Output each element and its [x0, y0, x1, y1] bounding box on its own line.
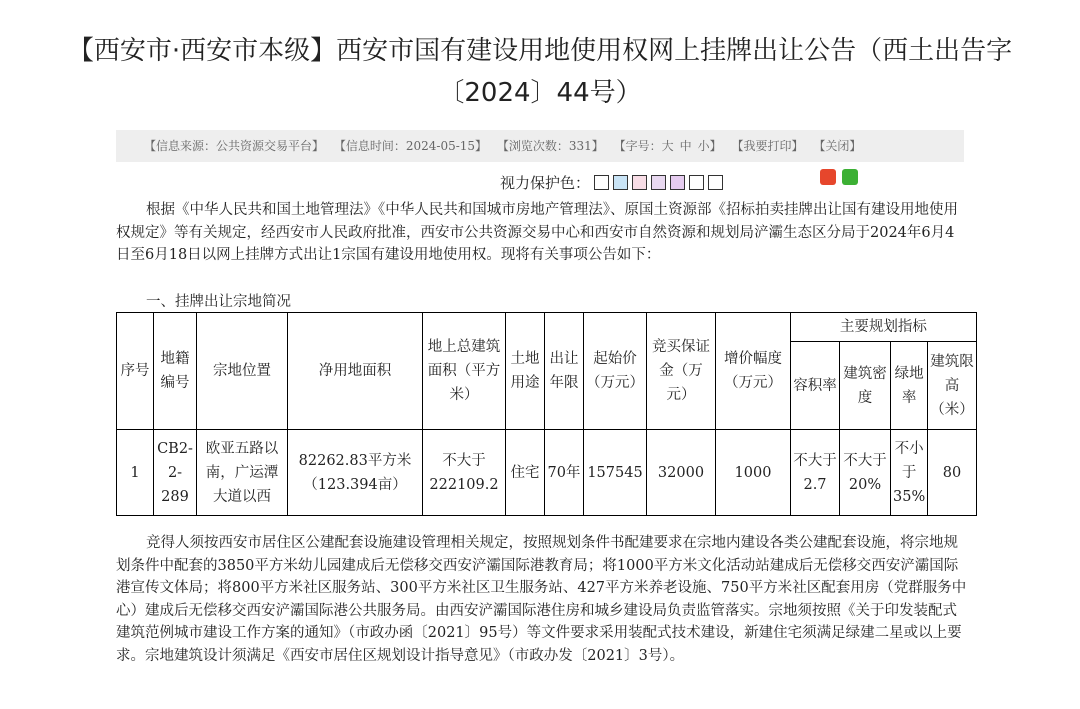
- th-height: 建筑限高（米）: [928, 342, 977, 430]
- th-no: 序号: [117, 313, 154, 430]
- cell-height: 80: [928, 430, 977, 516]
- land-table: [116, 312, 977, 516]
- font-size-label: 【字号：: [613, 139, 662, 153]
- info-bar: [116, 130, 964, 162]
- cell-green: 不小于35%: [891, 430, 928, 516]
- color-swatch-lavender[interactable]: [651, 175, 666, 190]
- th-green: 绿地率: [891, 342, 928, 430]
- info-views: 【浏览次数：331】: [496, 139, 604, 153]
- color-swatch-white-2[interactable]: [689, 175, 704, 190]
- cell-density: 不大于20%: [840, 430, 891, 516]
- cell-deposit: 32000: [647, 430, 716, 516]
- vision-label: 视力保护色：: [500, 174, 591, 192]
- color-swatch-white[interactable]: [594, 175, 609, 190]
- th-use: 土地用途: [506, 313, 545, 430]
- th-floor-area: 地上总建筑面积（平方米）: [423, 313, 506, 430]
- font-medium-button[interactable]: 中: [679, 139, 692, 153]
- th-area: 净用地面积: [288, 313, 423, 430]
- cell-increment: 1000: [716, 430, 791, 516]
- th-deposit: 竞买保证金（万元）: [647, 313, 716, 430]
- note-paragraph: 竞得人须按西安市居住区公建配套设施建设管理相关规定，按照规划条件书配建要求在宗地内建设各类公建配套设施，将宗地规划条件中配套的3850平方米幼儿园建成后无偿移交西安浐灞国际港教育局；将1000平方米文化活动站建成后无偿移交西安浐灞国际港宣传文体局；将800平方米社区服务站、300平方米社区卫生服务站、427平方米养老设施、750平方米社区配套用房（党群服务中心）建成后无偿移交西安浐灞国际港公共服务局。由西安浐灞国际港住房和城乡建设局负责监管落实。宗地须按照《关于印发装配式建筑范例城市建设工作方案的通知》（市政办函〔2021〕95号）等文件要求采用装配式技术建设，新建住宅须满足绿建二星或以上要求。宗地建筑设计须满足《西安市居住区规划设计指导意见》（市政办发〔2021〕3号）。: [116, 535, 967, 664]
- color-swatch-pink[interactable]: [632, 175, 647, 190]
- th-increment: 增价幅度（万元）: [716, 313, 791, 430]
- close-button[interactable]: 【关闭】: [813, 139, 862, 153]
- section-heading: 一、挂牌出让宗地简况: [146, 294, 291, 310]
- font-large-button[interactable]: 大: [661, 139, 674, 153]
- cell-location: 欧亚五路以南，广运潭大道以西: [197, 430, 288, 516]
- vision-protect: [500, 172, 723, 193]
- cell-use: 住宅: [506, 430, 545, 516]
- th-location: 宗地位置: [197, 313, 288, 430]
- print-button[interactable]: 【我要打印】: [731, 139, 804, 153]
- th-term: 出让年限: [545, 313, 584, 430]
- wechat-share-icon[interactable]: [842, 169, 858, 185]
- font-small-button[interactable]: 小】: [697, 139, 722, 153]
- cell-start-price: 157545: [584, 430, 647, 516]
- cell-code: CB2-2-289: [154, 430, 197, 516]
- weibo-share-icon[interactable]: [820, 169, 836, 185]
- th-density: 建筑密度: [840, 342, 891, 430]
- cell-no: 1: [117, 430, 154, 516]
- page-title: 【西安市·西安市本级】西安市国有建设用地使用权网上挂牌出让公告（西土出告字〔2024〕44号）: [67, 36, 1013, 108]
- th-code: 地籍编号: [154, 313, 197, 430]
- th-start-price: 起始价（万元）: [584, 313, 647, 430]
- intro-paragraph: 根据《中华人民共和国土地管理法》《中华人民共和国城市房地产管理法》、原国土资源部《招标拍卖挂牌出让国有建设用地使用权规定》等有关规定，经西安市人民政府批准，西安市公共资源交易中心和西安市自然资源和规划局浐灞生态区分局于2024年6月4日至6月18日以网上挂牌方式出让1宗国有建设用地使用权。现将有关事项公告如下：: [116, 202, 958, 263]
- color-swatch-purple[interactable]: [670, 175, 685, 190]
- th-plan: 主要规划指标: [791, 313, 977, 342]
- cell-area: 82262.83平方米（123.394亩）: [288, 430, 423, 516]
- color-swatch-white-3[interactable]: [708, 175, 723, 190]
- share-icons: [820, 169, 858, 185]
- info-source: 【信息来源：公共资源交易平台】: [144, 139, 325, 153]
- info-time: 【信息时间：2024-05-15】: [333, 139, 488, 153]
- cell-floor-area: 不大于222109.2: [423, 430, 506, 516]
- cell-far: 不大于2.7: [791, 430, 840, 516]
- cell-term: 70年: [545, 430, 584, 516]
- th-far: 容积率: [791, 342, 840, 430]
- color-swatch-blue[interactable]: [613, 175, 628, 190]
